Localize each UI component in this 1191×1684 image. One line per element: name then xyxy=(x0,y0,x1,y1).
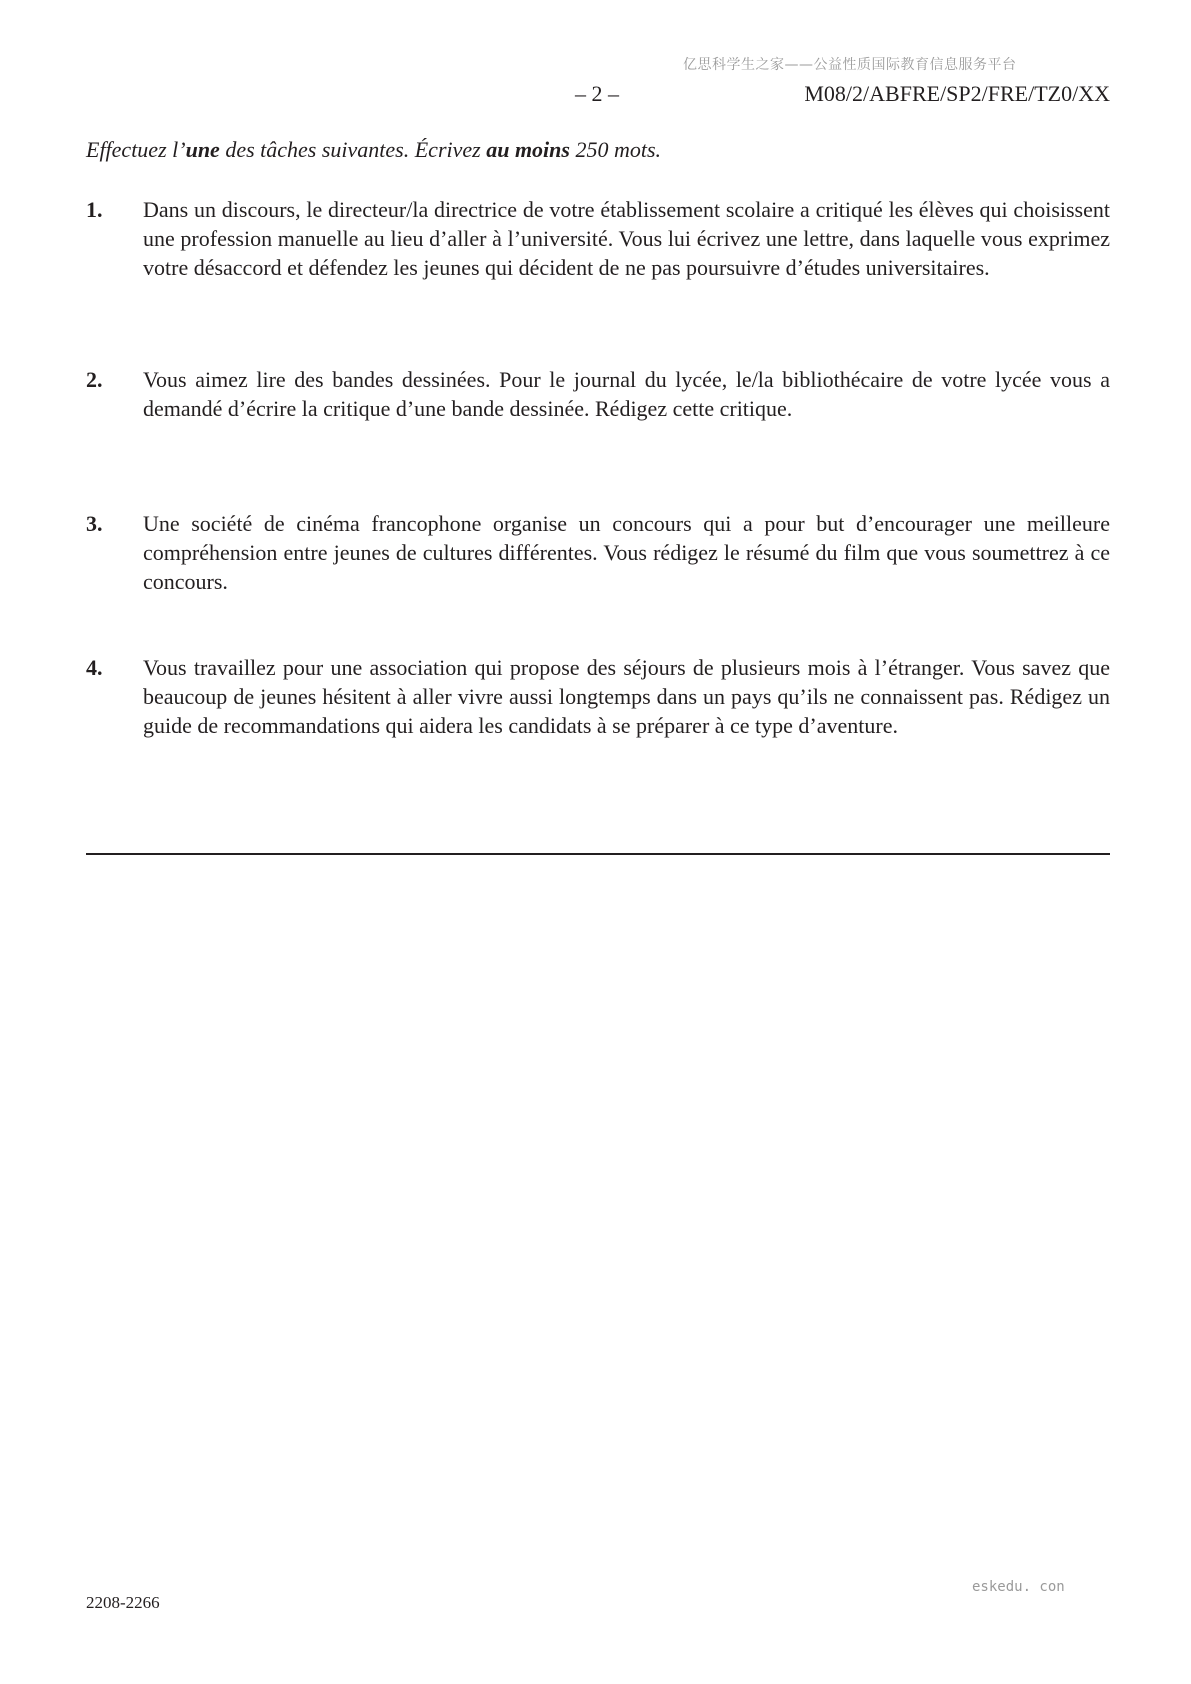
task-text: Une société de cinéma francophone organise un concours qui a pour but d’encourager une meilleure compréhension entre jeunes de cultures différentes. Vous rédigez le résumé du film que vous soumettrez à ce concours. xyxy=(143,511,1110,594)
task-text: Vous aimez lire des bandes dessinées. Pour le journal du lycée, le/la bibliothécaire de votre lycée vous a demandé d’écrire la critique d’une bande dessinée. Rédigez cette critique. xyxy=(143,367,1110,421)
instructions xyxy=(86,137,661,163)
task-list xyxy=(86,195,1110,771)
task-text: Dans un discours, le directeur/la directrice de votre établissement scolaire a critiqué les élèves qui choisissent une profession manuelle au lieu d’aller à l’université. Vous lui écrivez une lettre, dans laquelle vous exprimez votre désaccord et défendez les jeunes qui décident de ne pas poursuivre d’études universitaires. xyxy=(143,197,1110,280)
page-number: – 2 – xyxy=(575,81,619,106)
instructions-emphasis: une xyxy=(185,137,220,162)
end-divider xyxy=(86,853,1110,855)
document-id: 2208-2266 xyxy=(86,1593,160,1612)
task-number: 3. xyxy=(86,511,103,536)
task-number: 4. xyxy=(86,655,103,680)
task-text: Vous travaillez pour une association qui propose des séjours de plusieurs mois à l’étranger. Vous savez que beaucoup de jeunes hésitent à aller vivre aussi longtemps dans un pays qu’ils ne connaissent pas. Rédigez un guide de recommandations qui aidera les candidats à se préparer à ce type d’aventure. xyxy=(143,655,1110,738)
instructions-text: Effectuez l’ xyxy=(86,137,186,162)
instructions-emphasis: au moins xyxy=(486,137,570,162)
task-item-2 xyxy=(86,365,1110,483)
watermark-bottom: eskedu. con xyxy=(972,1579,1065,1595)
task-number: 1. xyxy=(86,197,103,222)
task-item-1 xyxy=(86,195,1110,339)
task-item-3 xyxy=(86,509,1110,627)
task-item-4 xyxy=(86,653,1110,771)
instructions-text: des tâches suivantes. Écrivez xyxy=(219,137,487,162)
task-number: 2. xyxy=(86,367,103,392)
instructions-text: 250 mots. xyxy=(569,137,662,162)
watermark-top: 亿思科学生之家——公益性质国际教育信息服务平台 xyxy=(683,57,1017,73)
exam-code: M08/2/ABFRE/SP2/FRE/TZ0/XX xyxy=(804,81,1110,106)
